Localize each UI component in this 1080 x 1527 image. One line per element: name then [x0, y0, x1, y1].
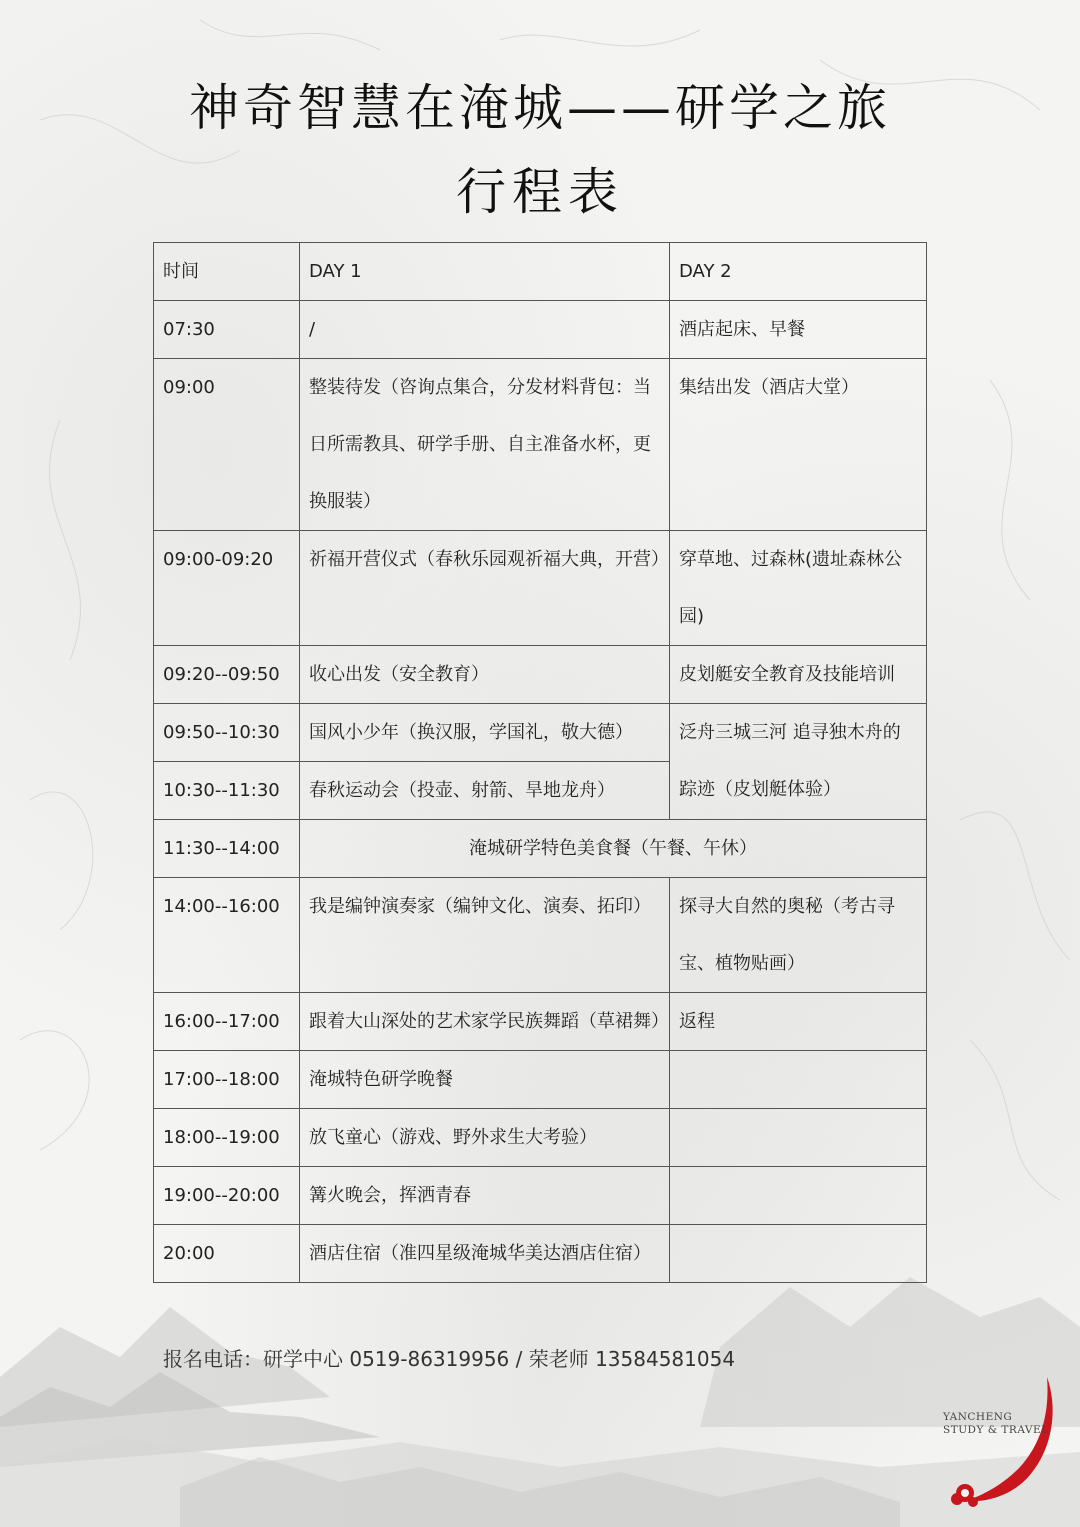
table-row: [154, 878, 927, 993]
row-time: 14:00--16:00: [154, 878, 300, 993]
row-day2: [670, 1167, 927, 1225]
row-day1: 春秋运动会（投壶、射箭、旱地龙舟）: [300, 762, 670, 820]
row-day1: 祈福开营仪式（春秋乐园观祈福大典，开营）: [300, 531, 670, 646]
row-day2: 探寻大自然的奥秘（考古寻宝、植物贴画）: [670, 878, 927, 993]
row-day2: 集结出发（酒店大堂）: [670, 359, 927, 531]
table-row: [154, 1051, 927, 1109]
row-day1: /: [300, 301, 670, 359]
row-day2: 酒店起床、早餐: [670, 301, 927, 359]
logo-text: YANCHENG STUDY & TRAVEL: [943, 1411, 1049, 1436]
row-day2: 皮划艇安全教育及技能培训: [670, 646, 927, 704]
row-time: 07:30: [154, 301, 300, 359]
row-time: 09:20--09:50: [154, 646, 300, 704]
row-day2: [670, 1109, 927, 1167]
row-time: 20:00: [154, 1225, 300, 1283]
row-day1: 篝火晚会，挥洒青春: [300, 1167, 670, 1225]
contact-info: 报名电话：研学中心 0519-86319956 / 荣老师 13584581054: [163, 1347, 736, 1371]
row-time: 10:30--11:30: [154, 762, 300, 820]
row-day2: [670, 1051, 927, 1109]
table-row: [154, 531, 927, 646]
header-day1: DAY 1: [300, 243, 670, 301]
row-day1: 淹城特色研学晚餐: [300, 1051, 670, 1109]
row-time: 09:00-09:20: [154, 531, 300, 646]
table-row: [154, 1109, 927, 1167]
table-row: [154, 704, 927, 762]
row-day1: 跟着大山深处的艺术家学民族舞蹈（草裙舞）: [300, 993, 670, 1051]
header-day2: DAY 2: [670, 243, 927, 301]
row-lunch-merged: 淹城研学特色美食餐（午餐、午休）: [300, 820, 927, 878]
row-day1: 整装待发（咨询点集合，分发材料背包：当日所需教具、研学手册、自主准备水杯，更换服装）: [300, 359, 670, 531]
table-row: [154, 1225, 927, 1283]
row-day1: 国风小少年（换汉服，学国礼，敬大德）: [300, 704, 670, 762]
header-time: 时间: [154, 243, 300, 301]
row-time: 09:00: [154, 359, 300, 531]
row-time: 09:50--10:30: [154, 704, 300, 762]
table-header-row: [154, 243, 927, 301]
table-row: [154, 993, 927, 1051]
row-day1: 我是编钟演奏家（编钟文化、演奏、拓印）: [300, 878, 670, 993]
row-day1: 放飞童心（游戏、野外求生大考验）: [300, 1109, 670, 1167]
table-row: [154, 359, 927, 531]
brand-logo: [935, 1375, 1065, 1515]
row-time: 18:00--19:00: [154, 1109, 300, 1167]
table-row: [154, 1167, 927, 1225]
row-day2-merged: 泛舟三城三河 追寻独木舟的踪迹（皮划艇体验）: [670, 704, 927, 820]
row-day2: [670, 1225, 927, 1283]
table-row: [154, 820, 927, 878]
swirl-logo-icon: [935, 1375, 1065, 1515]
row-time: 11:30--14:00: [154, 820, 300, 878]
page-subtitle: 行程表: [456, 163, 624, 221]
page-title: 神奇智慧在淹城——研学之旅: [189, 79, 891, 137]
row-day2: 返程: [670, 993, 927, 1051]
row-time: 19:00--20:00: [154, 1167, 300, 1225]
schedule-table: [153, 242, 927, 1283]
table-row: [154, 301, 927, 359]
row-time: 16:00--17:00: [154, 993, 300, 1051]
row-time: 17:00--18:00: [154, 1051, 300, 1109]
row-day2: 穿草地、过森林(遗址森林公园): [670, 531, 927, 646]
row-day1: 收心出发（安全教育）: [300, 646, 670, 704]
row-day1: 酒店住宿（准四星级淹城华美达酒店住宿）: [300, 1225, 670, 1283]
table-row: [154, 646, 927, 704]
